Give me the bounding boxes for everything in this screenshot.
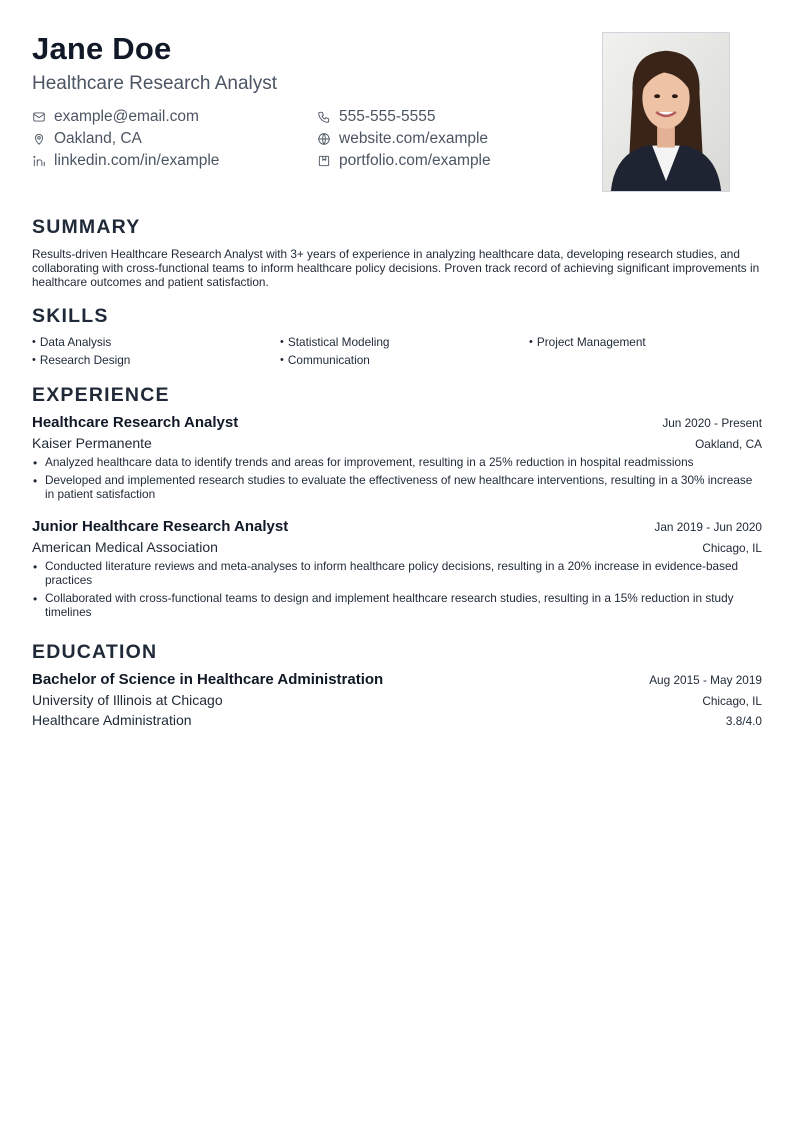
entry-sub-row [32, 539, 762, 555]
job-title: Healthcare Research Analyst [32, 414, 239, 431]
entry-header-row [32, 518, 762, 535]
bullet-dot: • [280, 354, 284, 366]
bookmark-icon [317, 154, 331, 168]
resume-header [32, 0, 762, 200]
skill-label: Research Design [39, 353, 131, 367]
job-bullets [32, 559, 762, 619]
job-location: Chicago, IL [702, 541, 762, 555]
education-entry [32, 671, 762, 728]
entry-header-row [32, 671, 762, 688]
experience-heading: EXPERIENCE [32, 384, 170, 406]
skill-label: Communication [287, 353, 370, 367]
skills-list [32, 335, 762, 367]
skill-item [32, 353, 280, 367]
contact-website[interactable] [317, 130, 572, 148]
bullet-dot: • [32, 354, 36, 366]
contact-phone[interactable] [317, 108, 572, 126]
bullet-dot: • [280, 336, 284, 348]
education-heading: EDUCATION [32, 641, 158, 663]
entry-field-row [32, 712, 762, 728]
summary-heading: SUMMARY [32, 216, 141, 238]
mail-icon [32, 110, 46, 124]
phone-icon [317, 110, 331, 124]
entry-sub-row [32, 692, 762, 708]
map-pin-icon [32, 132, 46, 146]
experience-entry [32, 414, 762, 505]
job-bullet: • Collaborated with cross-functional teams to design and implement healthcare research studies, resulting in a 15% reduction in study timelines [32, 591, 762, 619]
field-of-study: Healthcare Administration [32, 712, 192, 728]
school-location: Chicago, IL [702, 694, 762, 708]
experience-entry [32, 518, 762, 623]
contact-location [32, 130, 317, 148]
company-name: Kaiser Permanente [32, 435, 152, 451]
skill-item [280, 335, 529, 349]
job-bullets [32, 455, 762, 501]
skill-item [529, 335, 762, 349]
job-dates: Jun 2020 - Present [662, 416, 762, 430]
candidate-role: Healthcare Research Analyst [32, 73, 278, 94]
contact-phone-text: 555-555-5555 [339, 108, 436, 125]
job-location: Oakland, CA [695, 437, 762, 451]
gpa: 3.8/4.0 [725, 714, 762, 728]
contact-location-text: Oakland, CA [54, 130, 142, 147]
entry-sub-row [32, 435, 762, 451]
contact-portfolio-text: portfolio.com/example [339, 152, 491, 169]
linkedin-icon [32, 154, 46, 168]
candidate-name: Jane Doe [32, 31, 172, 66]
job-bullet: • Conducted literature reviews and meta-analyses to inform healthcare policy decisions, resulting in a 20% increase in evidence-based practices [32, 559, 762, 587]
globe-icon [317, 132, 331, 146]
contact-list [32, 108, 572, 170]
profile-photo [602, 32, 730, 192]
job-dates: Jan 2019 - Jun 2020 [654, 520, 762, 534]
skills-heading: SKILLS [32, 305, 109, 327]
job-bullet: • Analyzed healthcare data to identify trends and areas for improvement, resulting in a 25% reduction in hospital readmissions [32, 455, 762, 469]
skill-label: Statistical Modeling [287, 335, 390, 349]
job-title: Junior Healthcare Research Analyst [32, 518, 289, 535]
entry-header-row [32, 414, 762, 431]
contact-linkedin-text: linkedin.com/in/example [54, 152, 220, 169]
skill-item [32, 335, 280, 349]
contact-email[interactable] [32, 108, 317, 126]
skill-label: Project Management [536, 335, 646, 349]
skill-item [280, 353, 529, 367]
school-name: University of Illinois at Chicago [32, 692, 223, 708]
summary-text: Results-driven Healthcare Research Analyst with 3+ years of experience in analyzing healthcare data, developing research studies, and collaborating with cross-functional teams to inform healthcare policy decisions. Proven track record of achieving significant improvements in healthcare outcomes and patient satisfaction. [32, 247, 760, 289]
contact-portfolio[interactable] [317, 152, 572, 170]
degree-title: Bachelor of Science in Healthcare Administration [32, 671, 384, 688]
bullet-dot: • [529, 336, 533, 348]
contact-website-text: website.com/example [339, 130, 489, 147]
skill-label: Data Analysis [39, 335, 112, 349]
contact-email-text: example@email.com [54, 108, 199, 125]
bullet-dot: • [32, 336, 36, 348]
contact-linkedin[interactable] [32, 152, 317, 170]
company-name: American Medical Association [32, 539, 218, 555]
education-dates: Aug 2015 - May 2019 [649, 673, 762, 687]
job-bullet: • Developed and implemented research studies to evaluate the effectiveness of new healthcare interventions, resulting in a 30% increase in patient satisfaction [32, 473, 762, 501]
